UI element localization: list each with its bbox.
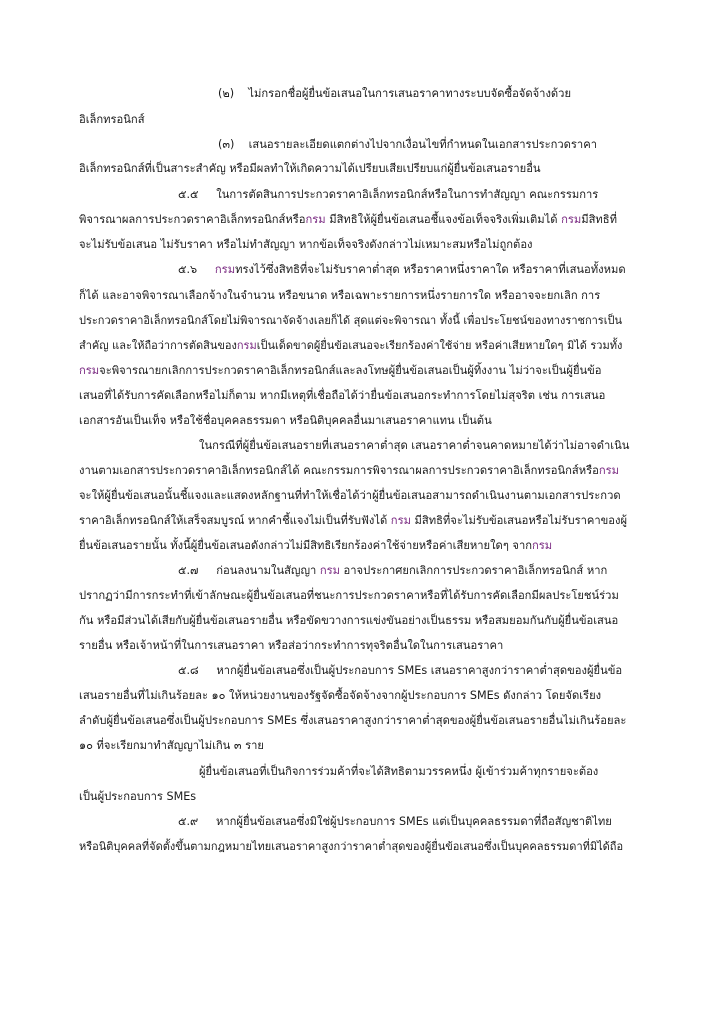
text-line <box>79 490 621 501</box>
text-line <box>79 791 196 802</box>
highlighted-term: กรม <box>236 339 257 352</box>
text-segment: ๕.๕ ในการตัดสินการประกวดราคาอิเล็กทรอนิกส์หรือในการทำสัญญา คณะกรรมการ <box>178 188 599 201</box>
text-segment: พิจารณาผลการประกวดราคาอิเล็กทรอนิกส์หรือ <box>79 213 306 226</box>
text-line <box>218 88 571 99</box>
text-segment: หรือนิติบุคคลที่จัดตั้งขึ้นตามกฎหมายไทยเสนอราคาสูงกว่าราคาต่ำสุดของผู้ยื่นข้อเสนอซึ่งเป็นบุคคลธรรมดาที่มิได้ถือ <box>79 840 624 853</box>
highlighted-term: กรม <box>561 213 582 226</box>
text-segment: อิเล็กทรอนิกส์ที่เป็นสาระสำคัญ หรือมีผลทำให้เกิดความได้เปรียบเสียเปรียบแก่ผู้ยื่นข้อเสนอรายอื่น <box>79 162 541 175</box>
highlighted-term: กรม <box>598 464 619 477</box>
text-segment: มีสิทธิที่ <box>581 213 618 226</box>
text-line <box>79 290 600 301</box>
text-segment: ๕.๘ หากผู้ยื่นข้อเสนอซึ่งเป็นผู้ประกอบการ SMEs เสนอราคาสูงกว่าราคาต่ำสุดของผู้ยื่นข้อ <box>178 664 623 677</box>
text-segment: (๒) ไม่กรอกชื่อผู้ยื่นข้อเสนอในการเสนอราคาทางระบบจัดซื้อจัดจ้างด้วย <box>218 87 572 100</box>
text-line <box>79 315 622 326</box>
text-line <box>79 465 619 476</box>
text-line <box>178 565 607 576</box>
highlighted-term: กรม <box>214 263 236 276</box>
text-segment: รายอื่น หรือเจ้าหน้าที่ในการเสนอราคา หรือส่อว่ากระทำการทุจริตอื่นใดในการเสนอราคา <box>79 639 504 652</box>
highlighted-term: กรม <box>79 364 100 377</box>
text-line <box>218 139 597 150</box>
text-segment: งานตามเอกสารประกวดราคาอิเล็กทรอนิกส์ได้ คณะกรรมการพิจารณาผลการประกวดราคาอิเล็กทรอนิกส์หรือ <box>79 464 599 477</box>
text-segment: เสนอรายอื่นที่ไม่เกินร้อยละ ๑๐ ให้หน่วยงานของรัฐจัดซื้อจัดจ้างจากผู้ประกอบการ SMEs ดังกล่าว โดยจัดเรียง <box>79 689 602 702</box>
text-segment: จะให้ผู้ยื่นข้อเสนอนั้นชี้แจงและแสดงหลักฐานที่ทำให้เชื่อได้ว่าผู้ยื่นข้อเสนอสามารถดำเนินงานตามเอกสารประกวด <box>79 489 621 502</box>
text-segment: ลำดับผู้ยื่นข้อเสนอซึ่งเป็นผู้ประกอบการ SMEs ซึ่งเสนอราคาสูงกว่าราคาต่ำสุดของผู้ยื่นข้อเสนอรายอื่นไม่เกินร้อยละ <box>79 714 627 727</box>
text-line <box>79 163 541 174</box>
text-line <box>79 390 605 401</box>
text-line <box>79 365 602 376</box>
text-line <box>178 665 622 676</box>
text-line <box>79 615 618 626</box>
text-segment: ราคาอิเล็กทรอนิกส์ให้เสร็จสมบูรณ์ หากคำชี้แจงไม่เป็นที่รับฟังได้ <box>79 514 391 527</box>
text-segment: จะพิจารณายกเลิกการประกวดราคาอิเล็กทรอนิกส์และลงโทษผู้ยื่นข้อเสนอเป็นผู้ทิ้งงาน ไม่ว่าจะเป็นผู้ยื่นข้อ <box>99 364 602 377</box>
text-line <box>79 114 145 125</box>
text-line <box>79 214 617 225</box>
text-line <box>79 239 533 250</box>
text-segment: มีสิทธิให้ผู้ยื่นข้อเสนอชี้แจงข้อเท็จจริงเพิ่มเติมได้ <box>325 213 562 226</box>
text-segment: ปรากฏว่ามีการกระทำที่เข้าลักษณะผู้ยื่นข้อเสนอที่ชนะการประกวดราคาหรือที่ได้รับการคัดเลือกมีผลประโยชน์ร่วม <box>79 589 619 602</box>
text-segment: ทรงไว้ซึ่งสิทธิที่จะไม่รับราคาต่ำสุด หรือราคาหนึ่งราคาใด หรือราคาที่เสนอทั้งหมด <box>235 263 626 276</box>
text-segment: ยื่นข้อเสนอรายนั้น ทั้งนี้ผู้ยื่นข้อเสนอดังกล่าวไม่มีสิทธิเรียกร้องค่าใช้จ่ายหรือค่าเสียหายใดๆ จาก <box>79 539 533 552</box>
text-segment: มีสิทธิที่จะไม่รับข้อเสนอหรือไม่รับราคาของผู้ <box>410 514 628 527</box>
text-segment: ในกรณีที่ผู้ยื่นข้อเสนอรายที่เสนอราคาต่ำสุด เสนอราคาต่ำจนคาดหมายได้ว่าไม่อาจดำเนิน <box>199 439 630 452</box>
highlighted-term: กรม <box>305 213 326 226</box>
text-line <box>79 841 623 852</box>
text-segment: เสนอที่ได้รับการคัดเลือกหรือไม่ก็ตาม หากมีเหตุที่เชื่อถือได้ว่ายื่นข้อเสนอกระทำการโดยไม่สุจริต เช่น การเสนอ <box>79 389 606 402</box>
highlighted-term: กรม <box>319 564 340 577</box>
text-segment: กัน หรือมีส่วนได้เสียกับผู้ยื่นข้อเสนอรายอื่น หรือขัดขวางการแข่งขันอย่างเป็นธรรม หรือสมยอมกันกับผู้ยื่นข้อเสนอ <box>79 614 619 627</box>
text-line <box>79 540 552 551</box>
text-line <box>79 715 626 726</box>
text-line <box>79 590 619 601</box>
text-segment: ประกวดราคาอิเล็กทรอนิกส์โดยไม่พิจารณาจัดจ้างเลยก็ได้ สุดแต่จะพิจารณา ทั้งนี้ เพื่อประโยชน์ของทางราชการเป็น <box>79 314 622 327</box>
text-segment: อิเล็กทรอนิกส์ <box>79 113 145 126</box>
text-line <box>79 690 601 701</box>
text-segment: เป็นเด็ดขาดผู้ยื่นข้อเสนอจะเรียกร้องค่าใช้จ่าย หรือค่าเสียหายใดๆ มิได้ รวมทั้ง <box>256 339 623 352</box>
text-segment: เอกสารอันเป็นเท็จ หรือใช้ชื่อบุคคลธรรมดา หรือนิติบุคคลอื่นมาเสนอราคาแทน เป็นต้น <box>79 414 492 427</box>
text-segment: ก็ได้ และอาจพิจารณาเลือกจ้างในจำนวน หรือขนาด หรือเฉพาะรายการหนึ่งรายการใด หรืออาจจะยกเลิก การ <box>79 289 601 302</box>
text-segment: ๑๐ ที่จะเรียกมาทำสัญญาไม่เกิน ๓ ราย <box>79 739 264 752</box>
text-segment: จะไม่รับข้อเสนอ ไม่รับราคา หรือไม่ทำสัญญา หากข้อเท็จจริงดังกล่าวไม่เหมาะสมหรือไม่ถูกต้อง <box>79 238 533 251</box>
text-segment: อาจประกาศยกเลิกการประกวดราคาอิเล็กทรอนิกส์ หาก <box>340 564 608 577</box>
text-segment: ผู้ยื่นข้อเสนอที่เป็นกิจการร่วมค้าที่จะได้สิทธิตามวรรคหนึ่ง ผู้เข้าร่วมค้าทุกรายจะต้อง <box>199 765 599 778</box>
text-line <box>79 415 492 426</box>
text-segment: เป็นผู้ประกอบการ SMEs <box>79 790 197 803</box>
highlighted-term: กรม <box>390 514 411 527</box>
text-line <box>79 515 627 526</box>
text-line <box>199 440 629 451</box>
text-segment: ๕.๙ หากผู้ยื่นข้อเสนอซึ่งมิใช่ผู้ประกอบการ SMEs แต่เป็นบุคคลธรรมดาที่ถือสัญชาติไทย <box>178 815 612 828</box>
text-line <box>178 189 598 200</box>
highlighted-term: กรม <box>532 539 553 552</box>
text-segment: ๕.๗ ก่อนลงนามในสัญญา <box>178 564 320 577</box>
text-line <box>178 264 626 275</box>
text-line <box>199 766 598 777</box>
text-line <box>79 740 264 751</box>
text-line <box>79 340 622 351</box>
text-segment: (๓) เสนอรายละเอียดแตกต่างไปจากเงื่อนไขที่กำหนดในเอกสารประกวดราคา <box>218 138 597 151</box>
text-line <box>79 640 503 651</box>
text-line <box>178 816 612 827</box>
text-segment: ๕.๖ <box>178 263 215 276</box>
text-segment: สำคัญ และให้ถือว่าการตัดสินของ <box>79 339 237 352</box>
